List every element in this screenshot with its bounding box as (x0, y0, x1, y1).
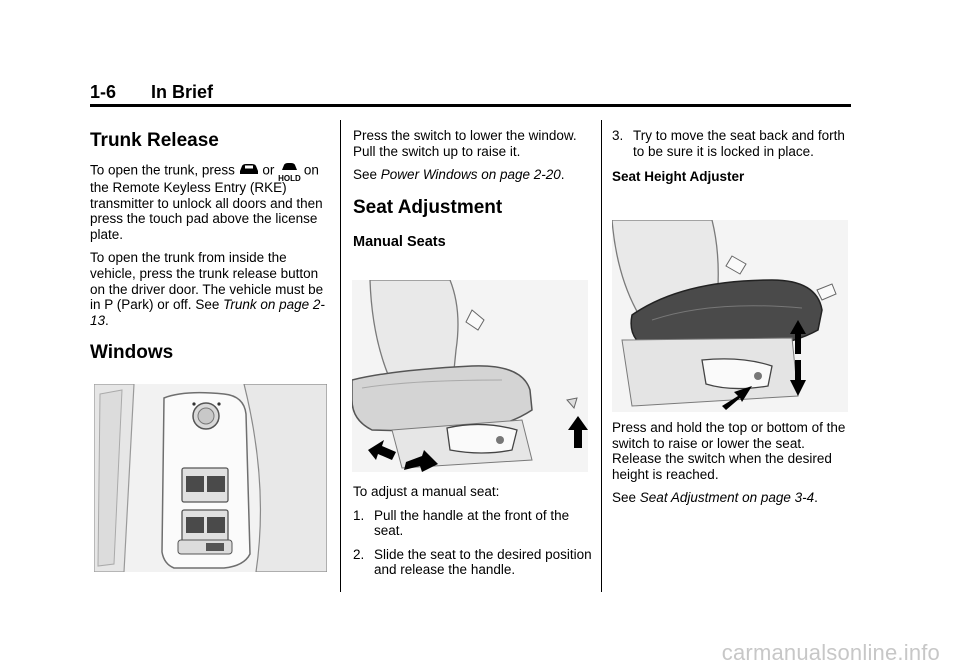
seat-height-heading: Seat Height Adjuster (612, 169, 745, 185)
manual-seat-intro: To adjust a manual seat: (353, 484, 500, 499)
trunk-paragraph-1 (90, 162, 330, 242)
seat-adjustment-link[interactable]: Seat Adjustment on page 3-4 (639, 490, 815, 506)
window-switch-paragraph: Press the switch to lower the window. Pull the switch up to raise it. (353, 128, 577, 159)
column-1 (90, 120, 330, 364)
car-remote-icon (239, 162, 259, 180)
step-text: Slide the seat to the desired position and release the handle. (374, 546, 592, 578)
trunk-p2-see: See (195, 297, 220, 313)
step-number: 1. (353, 507, 365, 523)
page-header (90, 82, 850, 106)
seat-adjustment-see: See (612, 490, 637, 506)
windows-heading: Windows (90, 342, 174, 364)
manual-seat-instructions (353, 484, 593, 578)
trunk-paragraph-2 (90, 250, 330, 328)
step-number: 2. (353, 546, 365, 562)
column-divider-1 (340, 120, 341, 592)
window-switch-drawing (94, 384, 327, 572)
manual-seat-illustration (352, 280, 588, 472)
seat-adjustment-heading: Seat Adjustment (353, 196, 503, 218)
trunk-hold-icon (278, 162, 301, 183)
step-text: Try to move the seat back and forth to be sure it is locked in place. (633, 128, 845, 159)
trunk-p2-period: . (105, 312, 109, 328)
seat-height-drawing (612, 220, 848, 412)
column-divider-2 (601, 120, 602, 592)
seat-height-paragraph: Press and hold the top or bottom of the switch to raise or lower the seat. Release the switch when the desired height is reached. (612, 420, 846, 482)
trunk-page-link[interactable]: Trunk on page 2-13 (90, 297, 325, 328)
list-item (353, 547, 593, 578)
trunk-release-heading: Trunk Release (90, 130, 219, 151)
power-windows-link[interactable]: Power Windows on page 2-20 (380, 167, 561, 183)
column-3 (612, 120, 852, 185)
power-windows-ref (353, 167, 593, 183)
seat-height-illustration (612, 220, 848, 412)
watermark: carmanualsonline.info (721, 640, 940, 665)
trunk-p2-body: To open the trunk from inside the vehicle, press the trunk release button on the driver door. The vehicle must be in P (Park) or off. (90, 250, 324, 313)
list-item (353, 508, 593, 539)
power-windows-period: . (560, 167, 565, 183)
page-number: 1-6 (90, 82, 117, 102)
seat-adjustment-ref (612, 490, 852, 506)
trunk-p1-rest: on the Remote Keyless Entry (RKE) transmitter to unlock all doors and then press the touch pad above the license plate. (90, 162, 323, 242)
window-switch-illustration (94, 384, 327, 572)
step-text: Pull the handle at the front of the seat. (374, 507, 570, 539)
power-windows-see: See (353, 167, 378, 183)
list-item (612, 128, 852, 159)
seat-height-text (612, 420, 852, 506)
step-number: 3. (612, 128, 624, 143)
manual-seats-heading: Manual Seats (353, 233, 446, 250)
manual-seat-drawing (352, 280, 588, 472)
trunk-p1-lead: To open the trunk, press (90, 162, 235, 178)
seat-adjustment-period: . (814, 490, 818, 506)
hold-label: HOLD (278, 174, 301, 183)
section-title: In Brief (151, 82, 214, 102)
column-2 (353, 120, 593, 251)
trunk-p1-or: or (262, 162, 275, 178)
header-rule (90, 104, 851, 107)
